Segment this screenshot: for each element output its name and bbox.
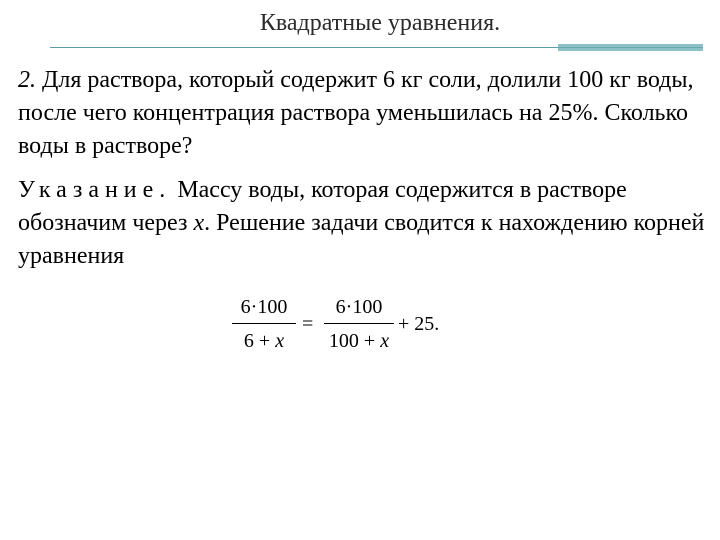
hint-label: Указание.	[18, 177, 172, 203]
title-rule-line	[50, 47, 562, 48]
slide-title: Квадратные уравнения.	[259, 10, 501, 36]
equals-sign: =	[302, 313, 314, 335]
hint-text-before: Массу воды, которая содержится в растворе обозначим через	[18, 177, 627, 236]
variable-x: x	[275, 330, 285, 352]
fraction-left-numerator: 6·100	[240, 296, 288, 318]
variable-x: x	[380, 330, 390, 352]
problem-number: 2.	[18, 67, 36, 93]
fraction-left-denominator: 6 + x	[243, 330, 285, 352]
fraction-right-denominator: 100 + x	[328, 330, 390, 352]
hint-paragraph	[18, 174, 708, 273]
equation-tail: + 25.	[398, 313, 440, 335]
fraction-right-numerator: 6·100	[335, 296, 383, 318]
hint-variable: x	[193, 210, 205, 236]
fraction-right-bar	[324, 323, 394, 324]
hint-text-after: . Решение задачи сводится к нахождению корней уравнения	[18, 210, 705, 269]
title-rule-band	[558, 44, 703, 51]
problem-text: Для раствора, который содержит 6 кг соли, долили 100 кг воды, после чего концентрация раствора уменьшилась на 25%. Сколько воды в растворе?	[18, 67, 694, 159]
fraction-left-bar	[232, 323, 296, 324]
problem-paragraph	[18, 64, 708, 163]
